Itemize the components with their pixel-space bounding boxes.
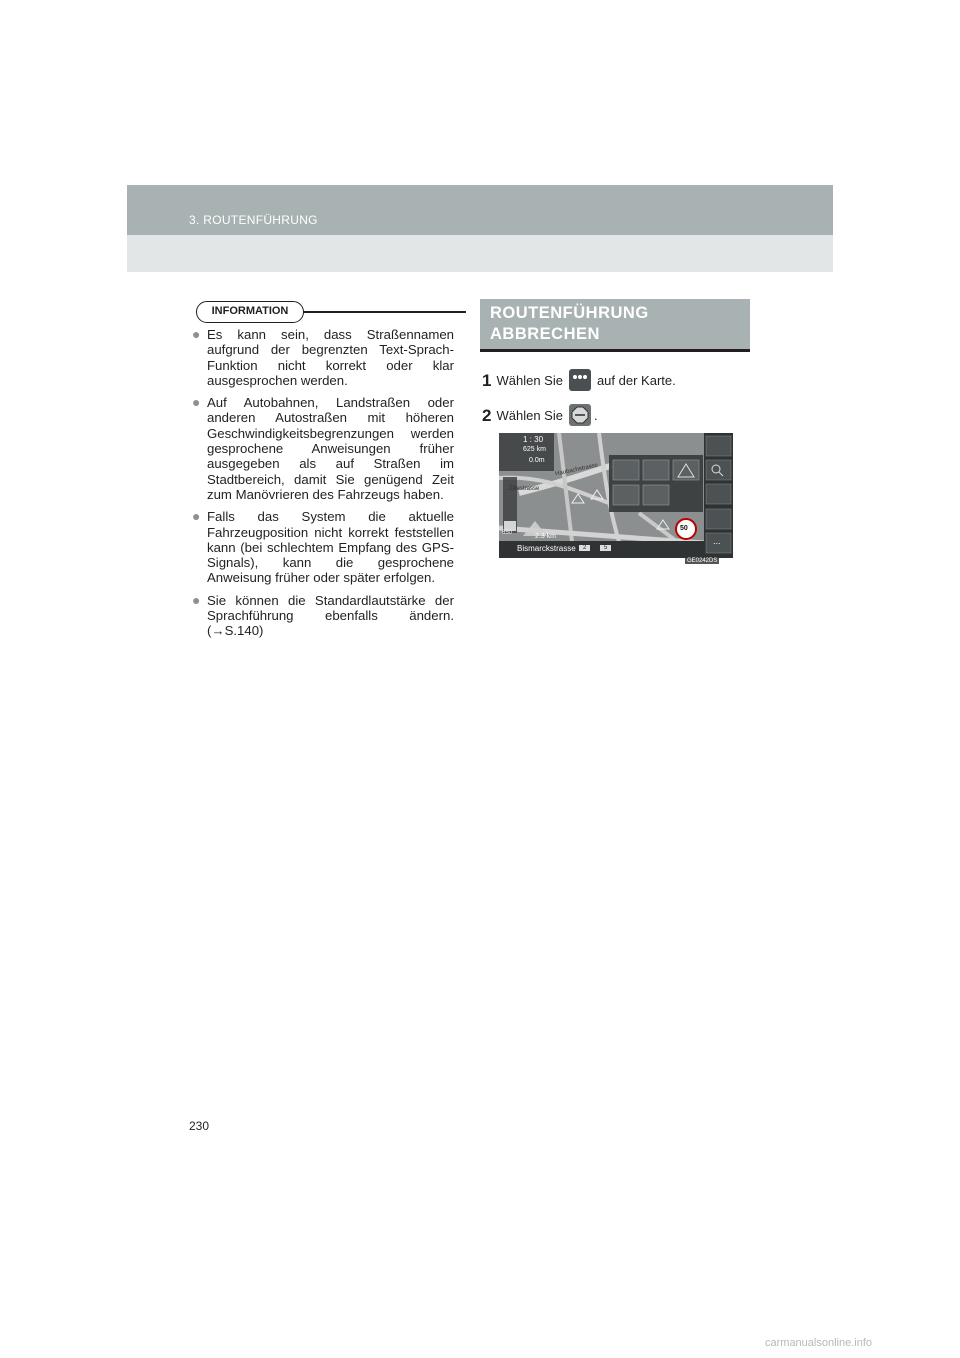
nav-turn-distance: 2.3 km [535,533,557,540]
bullet-icon: ● [192,326,201,342]
information-label: INFORMATION [196,301,304,323]
nav-scale: 650 [502,530,513,536]
section-header: 3. ROUTENFÜHRUNG [189,213,318,227]
info-item: ● Auf Autobahnen, Landstraßen oder anderen Autostraßen mit höheren Geschwindigkeitsbegrenzungen werden gesprochene Anweisungen früher ausgegeben als auf Straßen im Stadtbereich, damit Sie genügend Zeit zum Manövrieren des Fahrzeugs haben. [192,394,454,502]
more-button: ... [713,536,721,546]
info-item: ● Es kann sein, dass Straßennamen aufgrund der begrenzten Text-Sprach-Funktion nicht korrekt oder klar ausgesprochen werden. [192,326,454,388]
header-subband [127,235,833,272]
image-code: GE0242DS [687,558,718,564]
more-dots-icon [569,369,591,391]
bullet-icon: ● [192,508,201,525]
nav-badge-b: 5 [600,545,611,551]
info-item: ● Falls das System die aktuelle Fahrzeugposition nicht korrekt feststellen kann (bei schlechtem Empfang des GPS-Signals), kann die gesprochene Anweisung früher oder später erfolgen. [192,508,454,586]
information-list [192,327,454,646]
header-band [127,185,833,235]
nav-current-street: Bismarckstrasse [517,544,576,553]
speed-limit-sign: 50 [680,525,688,532]
page-number: 230 [189,1119,210,1133]
section-title: ROUTENFÜHRUNG ABBRECHEN [490,304,649,343]
nav-next-distance: 0.0m [529,457,545,464]
step-2: 2 Wählen Sie . [482,405,598,425]
nav-time: 1 : 30 [523,435,544,444]
nav-street-top: Haubachstrasse [554,462,599,478]
stop-sign-icon [569,404,591,426]
navigation-screenshot [499,433,733,558]
nav-badge-a: 2 [579,545,590,551]
watermark: carmanualsonline.info [765,1337,873,1349]
bullet-icon: ● [192,394,201,411]
info-item: ● Sie können die Standardlautstärke der Sprachführung ebenfalls ändern. (→S.140) [192,591,454,639]
nav-street-left: Zillestrasse [509,486,540,492]
bullet-icon: ● [192,591,201,608]
section-title-box [480,299,750,352]
nav-distance-remaining: 625 km [523,446,546,453]
step-1: 1 Wählen Sie auf der Karte. [482,370,676,390]
